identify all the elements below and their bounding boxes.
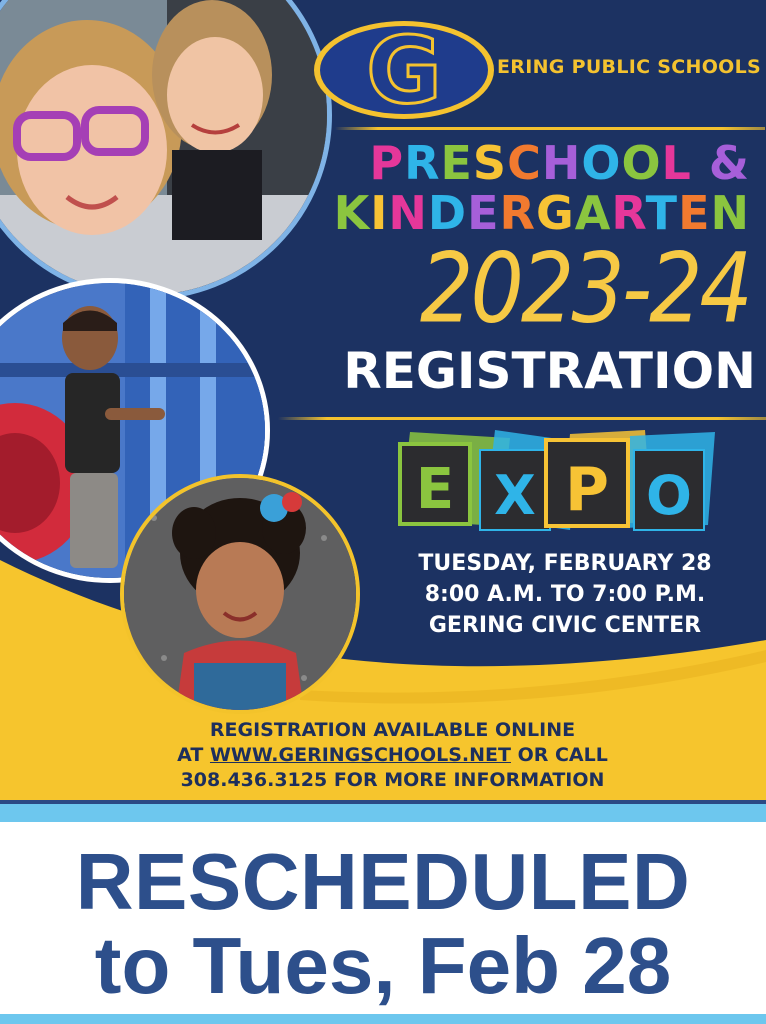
kindergarten-letter: I xyxy=(370,186,389,240)
kindergarten-letter: R xyxy=(499,186,536,240)
registration-title: REGISTRATION xyxy=(343,342,756,400)
preschool-letter: R xyxy=(404,136,441,190)
divider-middle xyxy=(278,417,766,420)
expo-letter: O xyxy=(646,464,692,527)
preschool-letter: S xyxy=(472,136,508,190)
kindergarten-letter: N xyxy=(710,186,750,240)
kindergarten-letter: G xyxy=(535,186,575,240)
event-location: GERING CIVIC CENTER xyxy=(428,613,702,638)
expo-letter: E xyxy=(415,457,455,522)
preschool-letter: H xyxy=(541,136,582,190)
stripe-sky xyxy=(0,804,766,822)
kindergarten-letter: E xyxy=(467,186,500,240)
event-time: 8:00 A.M. TO 7:00 P.M. xyxy=(424,582,706,607)
kindergarten-letter: N xyxy=(388,186,428,240)
expo-letter: P xyxy=(565,455,609,525)
preschool-letter: P xyxy=(369,136,405,190)
gering-g-logo xyxy=(310,18,498,122)
kindergarten-letter: D xyxy=(427,186,468,240)
online-at: AT xyxy=(177,744,210,766)
preschool-letter: O xyxy=(621,136,662,190)
rescheduled-date: to Tues, Feb 28 xyxy=(94,921,672,1010)
kindergarten-letter: R xyxy=(611,186,646,240)
online-line-3: 308.436.3125 FOR MORE INFORMATION xyxy=(180,769,605,791)
website-link[interactable]: WWW.GERINGSCHOOLS.NET xyxy=(209,744,511,766)
svg-text:G: G xyxy=(366,18,442,122)
online-line-2 xyxy=(120,743,665,768)
divider-top xyxy=(335,127,765,130)
kindergarten-letter: T xyxy=(645,186,679,240)
headline-kindergarten xyxy=(333,186,750,240)
kindergarten-letter: E xyxy=(678,186,711,240)
online-line-1: REGISTRATION AVAILABLE ONLINE xyxy=(209,719,576,741)
rescheduled-heading: RESCHEDULED xyxy=(75,837,691,926)
preschool-letter: E xyxy=(440,136,473,190)
preschool-letter xyxy=(692,136,709,190)
expo-graphic xyxy=(390,430,720,540)
stripe-bottom xyxy=(0,1014,766,1024)
preschool-letter: O xyxy=(581,136,622,190)
school-year: 2023-24 xyxy=(420,231,750,345)
expo-letter: X xyxy=(494,464,536,527)
event-details xyxy=(370,548,760,641)
online-or-call: OR CALL xyxy=(510,744,608,766)
event-date: TUESDAY, FEBRUARY 28 xyxy=(418,551,712,576)
online-registration-info xyxy=(120,718,665,793)
preschool-letter: C xyxy=(507,136,542,190)
preschool-letter: L xyxy=(661,136,692,190)
school-district-name: ERING PUBLIC SCHOOLS xyxy=(497,56,761,78)
preschool-letter: & xyxy=(708,136,750,190)
headline-preschool xyxy=(369,136,750,190)
kindergarten-letter: A xyxy=(574,186,612,240)
photo-girl-red-dress xyxy=(120,474,360,714)
kindergarten-letter: K xyxy=(333,186,371,240)
